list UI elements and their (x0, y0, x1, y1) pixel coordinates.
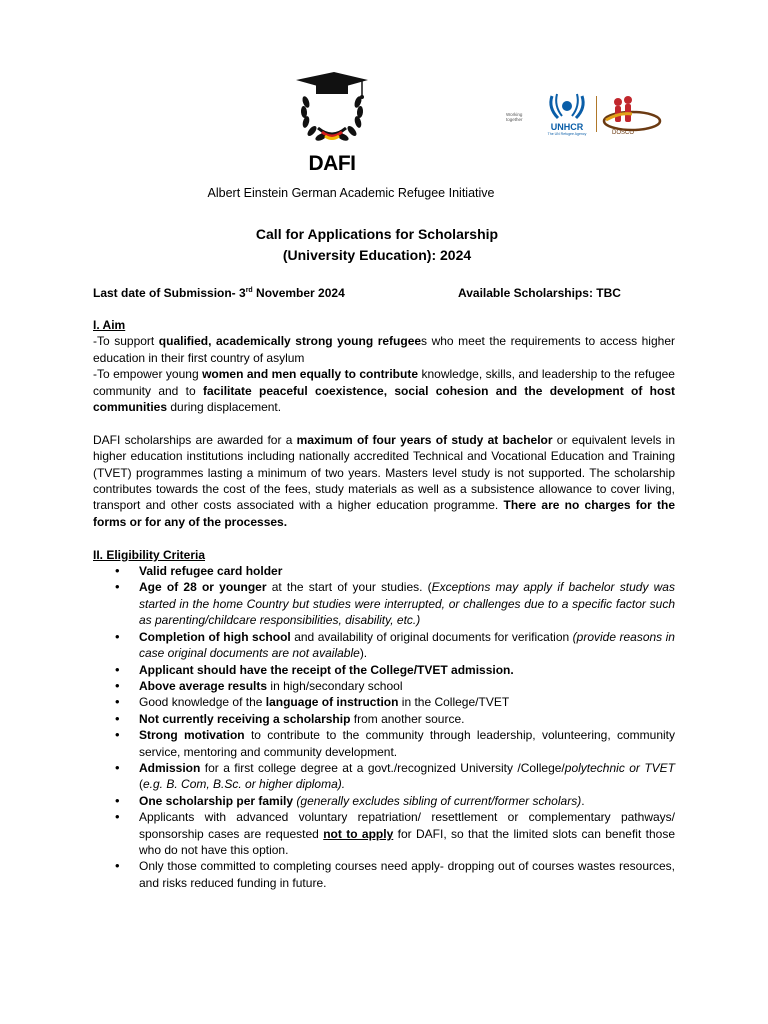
unhcr-logo (540, 92, 594, 138)
text-run: or equivalent levels in higher education institutions including nationally accredited Technical and Vocational Education and Training (TVET) programmes lasting a minimum of two years. Masters level study is not supported. The scholarship contributes towards the cost of the fees, study materials as well as a subsistence allowance to cover living, transport and other costs associated with a higher education programme. (93, 432, 675, 513)
eligibility-item (139, 711, 675, 727)
aim-heading: I. Aim (93, 318, 126, 332)
text-run: e.g. B. Com, B.Sc. or higher diploma). (143, 777, 346, 792)
eligibility-item (139, 809, 675, 858)
text-run: women and men equally to contribute (202, 367, 419, 382)
document-body (93, 317, 675, 891)
text-run: Not currently receiving a scholarship (139, 711, 351, 726)
dosco-logo (598, 94, 664, 136)
text-run: . (581, 793, 585, 808)
aim-paragraph-3 (93, 432, 675, 530)
eligibility-item (139, 793, 675, 809)
text-run: One scholarship per family (139, 793, 294, 808)
text-run: There are no charges for the forms or for any of the processes. (93, 498, 676, 529)
text-run: language of instruction (265, 695, 399, 710)
text-run: at the start of your studies. ( (266, 580, 432, 595)
text-run: -To empower young (93, 367, 203, 382)
eligibility-item (139, 858, 675, 891)
text-run: (provide reasons in case original documents are not available (139, 629, 675, 661)
text-run: DAFI scholarships are awarded for a (93, 432, 297, 447)
dosco-label: DOSCO (612, 130, 635, 136)
text-run: ( (139, 777, 143, 792)
spacer (93, 415, 675, 431)
text-run: Age of 28 or younger (139, 580, 267, 595)
text-run: polytechnic or TVET (564, 760, 676, 775)
text-run: -To support (93, 334, 159, 349)
text-run: knowledge, skills, and leadership to the refugee community and to (93, 367, 675, 398)
text-run: Valid refugee card holder (139, 564, 283, 579)
document-title (0, 224, 754, 266)
organization-subtitle: Albert Einstein German Academic Refugee Initiative (207, 186, 495, 200)
unhcr-label: UNHCR (550, 122, 584, 132)
available-scholarships: Available Scholarships: TBC (458, 286, 621, 300)
logo-divider (596, 96, 597, 132)
unhcr-emblem-icon (540, 92, 594, 122)
text-run: maximum of four years of study at bachelor (296, 432, 553, 447)
dafi-logo (292, 70, 372, 178)
eligibility-item (139, 563, 675, 579)
eligibility-item (139, 760, 675, 793)
eligibility-item (139, 694, 675, 710)
text-run: Admission (139, 760, 201, 775)
text-run: for a first college degree at a govt./recognized University /College/ (200, 760, 565, 775)
text-run: Strong motivation (139, 728, 245, 743)
text-run: facilitate peaceful coexistence, social cohesion and the development of host communities (93, 383, 676, 415)
text-run: in high/secondary school (267, 678, 403, 693)
text-run: Above average results (139, 678, 268, 693)
dosco-emblem-icon (598, 94, 664, 136)
text-run: qualified, academically strong young refugee (158, 334, 422, 349)
title-line-1: Call for Applications for Scholarship (255, 226, 499, 242)
partner-logos (506, 92, 666, 138)
title-line-2: (University Education): 2024 (282, 247, 472, 263)
deadline-suffix: November 2024 (252, 286, 345, 300)
text-run: not to apply (323, 826, 394, 841)
text-run: s who meet the requirements to access higher education in their first country of asylum (93, 334, 675, 365)
text-run: in the College/TVET (398, 695, 510, 710)
text-run: for DAFI, so that the limited slots can benefit those who do not have this option. (139, 826, 675, 857)
text-run: Completion of high school (139, 629, 291, 644)
eligibility-item (139, 579, 675, 628)
aim-paragraph-1 (93, 333, 675, 366)
unhcr-subtitle: The UN Refugee Agency (547, 132, 587, 136)
text-run: Applicants with advanced voluntary repatriation/ resettlement or complementary pathways/ sponsorship cases are requested (139, 810, 675, 841)
text-run: (generally excludes sibling of current/former scholars) (296, 793, 582, 808)
aim-paragraph-2 (93, 366, 675, 415)
text-run: Good knowledge of the (139, 695, 266, 710)
text-run: during displacement. (167, 400, 282, 415)
text-run: Applicant should have the receipt of the College/TVET admission. (139, 662, 514, 677)
spacer (93, 530, 675, 546)
partner-note: Working together (506, 112, 523, 122)
text-run: ). (359, 646, 368, 661)
text-run: from another source. (350, 711, 465, 726)
eligibility-heading: II. Eligibility Criteria (93, 547, 206, 562)
submission-info (93, 286, 677, 300)
eligibility-list (93, 563, 675, 891)
deadline-ordinal: rd (245, 287, 253, 294)
eligibility-item (139, 629, 675, 662)
eligibility-item (139, 662, 675, 678)
text-run: Exceptions may apply if bachelor study was started in the home Country but studies were interrupted, or challenges due to a specific factor such as parenting/childcare responsibilities, disability, etc.) (139, 580, 675, 628)
dafi-logo-text: DAFI (308, 152, 356, 175)
eligibility-item (139, 727, 675, 760)
text-run: Only those committed to completing courses need apply- dropping out of courses wastes resources, and risks reduced funding in future. (139, 859, 675, 890)
graduation-cap-laurel-icon (292, 70, 372, 154)
eligibility-item (139, 678, 675, 694)
text-run: to contribute to the community through leadership, volunteering, community service, mentoring and community development. (139, 728, 675, 759)
deadline-prefix: Last date of Submission- 3 (93, 286, 246, 300)
text-run: and availability of original documents for verification (290, 629, 573, 644)
